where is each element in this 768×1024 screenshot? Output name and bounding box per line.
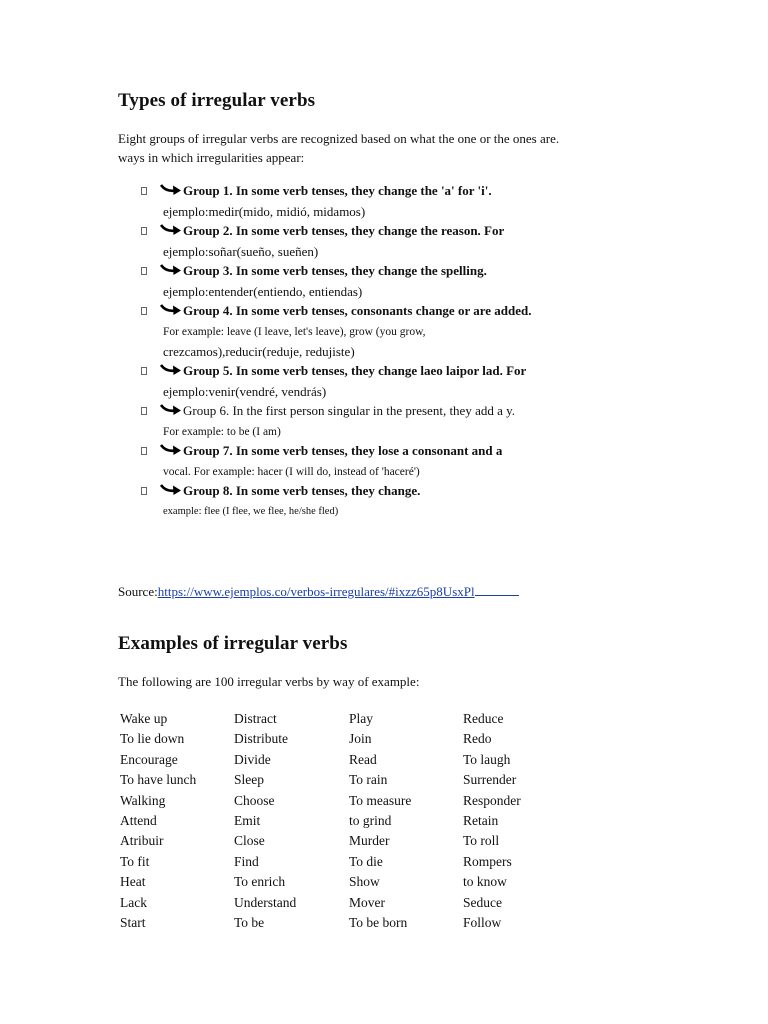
empty-box-icon bbox=[141, 267, 147, 275]
verb-cell: Responder bbox=[463, 792, 521, 808]
group-heading-bold: Group 8. In some verb tenses, they change. bbox=[183, 483, 421, 498]
verb-cell: Understand bbox=[234, 894, 297, 910]
intro-paragraph-line-1: Eight groups of irregular verbs are recognized based on what the one or the ones are. bbox=[118, 131, 560, 146]
curved-arrow-icon bbox=[160, 181, 182, 197]
verb-cell: Distribute bbox=[234, 731, 288, 747]
group-example-continued: crezcamos),reducir(reduje, redujiste) bbox=[163, 344, 355, 359]
verb-cell: Walking bbox=[120, 792, 166, 808]
group-heading bbox=[183, 223, 504, 239]
group-heading bbox=[183, 303, 532, 319]
group-example: ejemplo:soñar(sueño, sueñen) bbox=[163, 244, 319, 259]
verb-cell: Rompers bbox=[463, 853, 512, 869]
verb-cell: Read bbox=[349, 751, 377, 767]
curved-arrow-icon bbox=[160, 481, 182, 497]
verb-cell: to know bbox=[463, 874, 507, 890]
curved-arrow-icon bbox=[160, 301, 182, 317]
group-example: example: flee (I flee, we flee, he/she fled) bbox=[163, 506, 339, 517]
section-title-types: Types of irregular verbs bbox=[118, 90, 316, 111]
verb-column-3 bbox=[349, 709, 411, 933]
group-heading-bold: Group 7. In some verb tenses, they lose a consonant and a bbox=[183, 443, 503, 458]
intro-paragraph-line-2: ways in which irregularities appear: bbox=[118, 150, 305, 165]
verb-cell: To roll bbox=[463, 833, 500, 849]
group-example: For example: leave (I leave, let's leave), grow (you grow, bbox=[163, 326, 426, 338]
group-example: ejemplo:venir(vendré, vendrás) bbox=[163, 384, 327, 399]
empty-box-icon bbox=[141, 307, 147, 315]
verb-cell: Play bbox=[349, 711, 374, 726]
verb-cell: Choose bbox=[234, 792, 275, 808]
group-heading bbox=[183, 363, 526, 379]
group-heading-bold: Group 4. In some verb tenses, consonants change or are added. bbox=[183, 303, 532, 318]
group-heading bbox=[183, 183, 492, 199]
verb-cell: Sleep bbox=[234, 772, 264, 788]
verb-cell: Divide bbox=[234, 751, 271, 767]
verb-cell: Show bbox=[349, 874, 380, 890]
verb-cell: Retain bbox=[463, 812, 499, 828]
verb-cell: Close bbox=[234, 833, 265, 849]
verb-cell: Murder bbox=[349, 833, 390, 849]
group-heading bbox=[183, 263, 487, 279]
verb-column-1 bbox=[120, 709, 196, 933]
verb-cell: To measure bbox=[349, 792, 412, 808]
verb-cell: Encourage bbox=[120, 751, 178, 767]
verb-cell: Surrender bbox=[463, 772, 517, 788]
verb-cell: Mover bbox=[349, 894, 385, 910]
verb-cell: To be bbox=[234, 914, 265, 930]
curved-arrow-icon bbox=[160, 361, 182, 377]
group-heading bbox=[183, 403, 515, 419]
group-heading-bold: Group 1. In some verb tenses, they change the 'a' for 'i'. bbox=[183, 183, 492, 198]
group-example: vocal. For example: hacer (I will do, instead of 'haceré') bbox=[163, 466, 420, 478]
empty-box-icon bbox=[141, 187, 147, 195]
group-heading-bold: Group 2. In some verb tenses, they change the reason. For bbox=[183, 223, 505, 238]
verb-cell: Wake up bbox=[120, 711, 168, 726]
source-line bbox=[118, 584, 519, 600]
link-underline-trail bbox=[475, 584, 519, 596]
section-title-examples: Examples of irregular verbs bbox=[118, 633, 348, 654]
group-example: For example: to be (I am) bbox=[163, 426, 281, 438]
verb-cell: Lack bbox=[120, 894, 147, 910]
verb-cell: Emit bbox=[234, 812, 261, 828]
empty-box-icon bbox=[141, 487, 147, 495]
verb-cell: Atribuir bbox=[120, 833, 164, 849]
examples-intro: The following are 100 irregular verbs by way of example: bbox=[118, 674, 420, 689]
empty-box-icon bbox=[141, 407, 147, 415]
verb-cell: Follow bbox=[463, 914, 502, 930]
group-example: ejemplo:medir(mido, midió, midamos) bbox=[163, 204, 366, 219]
source-link[interactable]: https://www.ejemplos.co/verbos-irregulares/#ixzz65p8UsxPl bbox=[157, 584, 475, 599]
verb-cell: Distract bbox=[234, 711, 277, 726]
empty-box-icon bbox=[141, 227, 147, 235]
verb-cell: Heat bbox=[120, 874, 146, 890]
verb-cell: To be born bbox=[349, 914, 408, 930]
group-heading-plain: Group 6. In the first person singular in the present, they add a y. bbox=[183, 403, 516, 418]
verb-cell: Attend bbox=[120, 812, 157, 828]
verb-column-4 bbox=[463, 709, 521, 933]
verb-cell: To die bbox=[349, 853, 383, 869]
curved-arrow-icon bbox=[160, 441, 182, 457]
verb-cell: Reduce bbox=[463, 711, 504, 726]
verb-cell: To lie down bbox=[120, 731, 185, 747]
group-heading-bold: Group 3. In some verb tenses, they change the spelling. bbox=[183, 263, 487, 278]
group-heading bbox=[183, 483, 420, 499]
empty-box-icon bbox=[141, 447, 147, 455]
verb-cell: To fit bbox=[120, 853, 150, 869]
verb-cell: To have lunch bbox=[120, 772, 197, 788]
verb-cell: To rain bbox=[349, 772, 388, 788]
empty-box-icon bbox=[141, 367, 147, 375]
verb-cell: Join bbox=[349, 731, 372, 747]
group-heading-bold: Group 5. In some verb tenses, they change laeo laipor lad. For bbox=[183, 363, 527, 378]
verb-cell: Find bbox=[234, 853, 259, 869]
verb-cell: Seduce bbox=[463, 894, 502, 910]
curved-arrow-icon bbox=[160, 261, 182, 277]
group-example: ejemplo:entender(entiendo, entiendas) bbox=[163, 284, 363, 299]
verb-column-2 bbox=[234, 709, 296, 933]
curved-arrow-icon bbox=[160, 221, 182, 237]
verb-cell: Redo bbox=[463, 731, 492, 747]
group-heading bbox=[183, 443, 502, 459]
source-label: Source: bbox=[118, 584, 158, 599]
verb-cell: To enrich bbox=[234, 874, 286, 890]
verb-cell: To laugh bbox=[463, 751, 511, 767]
curved-arrow-icon bbox=[160, 401, 182, 417]
verb-cell: Start bbox=[120, 914, 146, 930]
verb-cell: to grind bbox=[349, 812, 392, 828]
